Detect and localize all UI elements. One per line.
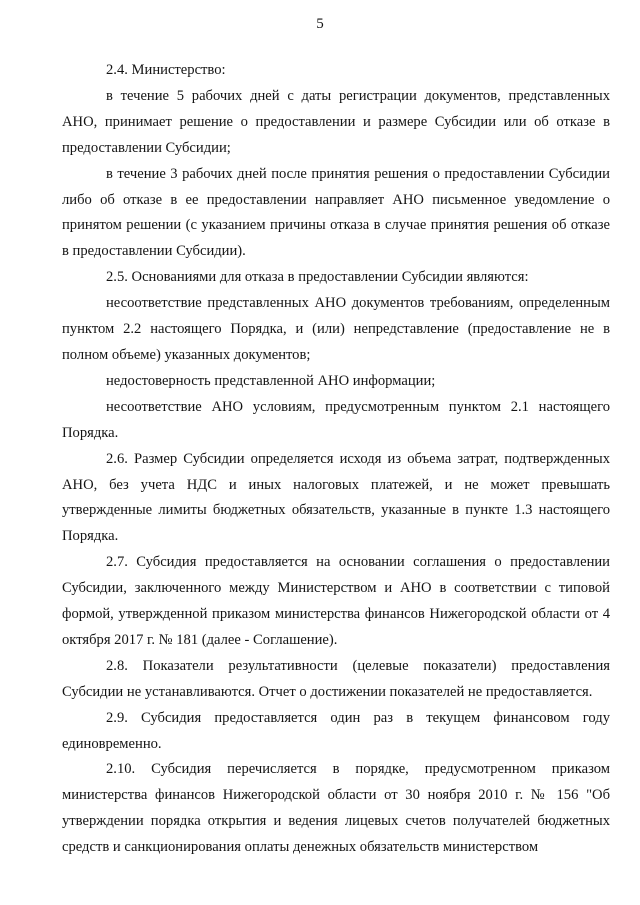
paragraph-2-6: 2.6. Размер Субсидии определяется исходя из объема затрат, подтвержденных АНО, без учета НДС и иных налоговых платежей, и не может превышать утвержденные лимиты бюджетных обязательств, указанные в пункте 1.3 настоящего Порядка. (62, 450, 610, 545)
paragraph-2-4-heading: 2.4. Министерство: (106, 62, 226, 78)
paragraph-2-4-decision: в течение 5 рабочих дней с даты регистрации документов, представленных АНО, принимает решение о предоставлении и размере Субсидии или об отказе в предоставлении Субсидии; (62, 87, 610, 156)
paragraph-2-5-heading: 2.5. Основаниями для отказа в предоставлении Субсидии являются: (106, 269, 529, 286)
paragraph-2-5-item-conditions: несоответствие АНО условиям, предусмотренным пунктом 2.1 настоящего Порядка. (62, 398, 610, 441)
paragraph-2-4-notification: в течение 3 рабочих дней после принятия решения о предоставлении Субсидии либо об отказе в ее предоставлении направляет АНО письменное уведомление о принятом решении (с указанием причины отказа в случае принятия решения об отказе в предоставлении Субсидии). (62, 165, 610, 260)
paragraph-2-10: 2.10. Субсидия перечисляется в порядке, предусмотренном приказом министерства финансов Нижегородской области от 30 ноября 2010 г. № 156 "Об утверждении порядка открытия и ведения лицевых счетов получателей бюджетных средств и санкционирования оплаты денежных обязательств министерством (62, 761, 610, 856)
paragraph-2-5-item-documents: несоответствие представленных АНО документов требованиям, определенным пунктом 2.2 настоящего Порядка, и (или) непредставление (предоставление не в полном объеме) указанных документов; (62, 295, 610, 363)
paragraph-2-7: 2.7. Субсидия предоставляется на основании соглашения о предоставлении Субсидии, заключенного между Министерством и АНО в соответствии с типовой формой, утвержденной приказом министерства финансов Нижегородской области от 4 октября 2017 г. № 181 (далее - Соглашение). (62, 554, 610, 648)
document-body (62, 58, 610, 861)
paragraph-2-5-item-information: недостоверность представленной АНО информации; (106, 372, 436, 389)
paragraph-2-9: 2.9. Субсидия предоставляется один раз в текущем финансовом году единовременно. (62, 709, 610, 752)
page-number: 5 (316, 16, 324, 32)
paragraph-2-8: 2.8. Показатели результативности (целевые показатели) предоставления Субсидии не устанавливаются. Отчет о достижении показателей не предоставляется. (62, 657, 610, 700)
